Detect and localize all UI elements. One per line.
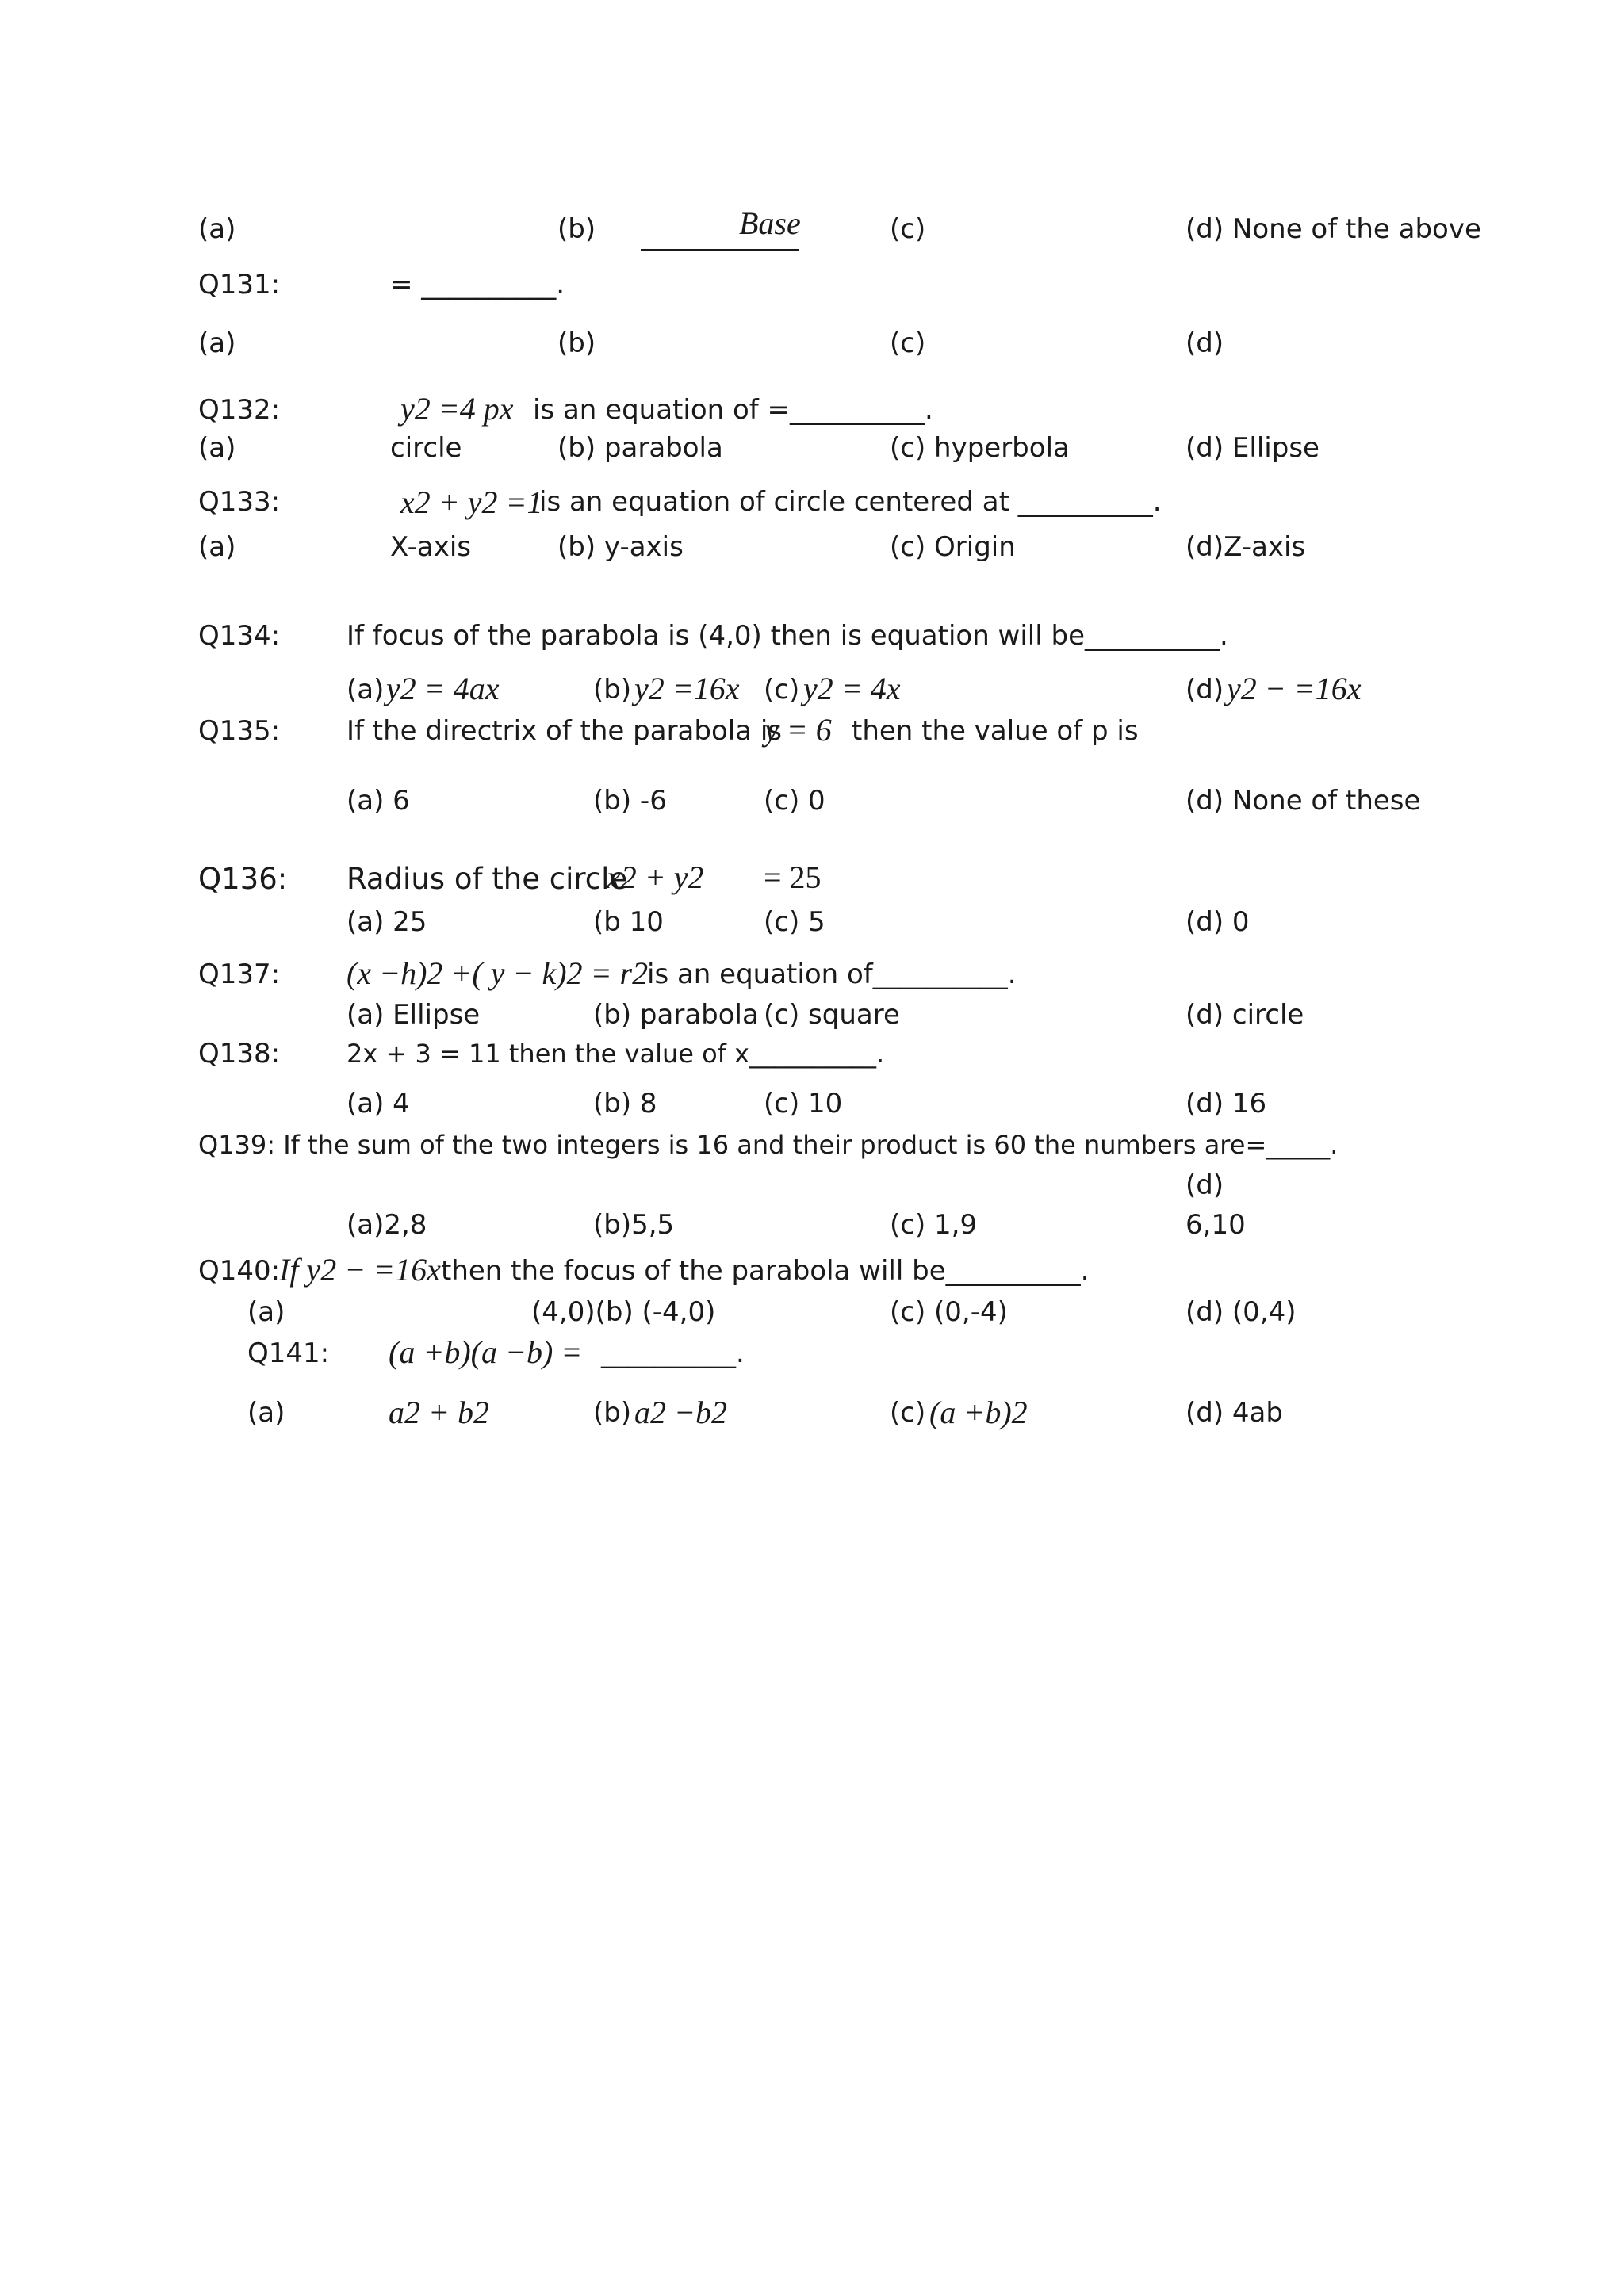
question-text-tail: then the value of p is <box>852 715 1139 747</box>
option-a: (a) <box>198 531 236 563</box>
option-d-label: (d) <box>1185 1169 1224 1201</box>
option-b: (b) parabola <box>593 999 759 1031</box>
question-blank: __________. <box>601 1337 745 1369</box>
option-c: (c) <box>890 213 926 245</box>
question-text: = __________. <box>390 269 565 300</box>
option-a: (a) 4 <box>347 1088 410 1119</box>
option-c: (c) Origin <box>890 531 1016 563</box>
question-math: x2 + y2 =1 <box>400 484 543 520</box>
option-c: (c) 0 <box>764 785 825 817</box>
option-c: (c) square <box>764 999 900 1031</box>
option-a: (a) <box>198 213 236 245</box>
option-b: (b)5,5 <box>593 1209 675 1241</box>
option-b-math: y2 =16x <box>634 671 740 706</box>
option-a-math: a2 + b2 <box>389 1395 489 1430</box>
fraction-bar <box>641 249 799 251</box>
option-b: (b) parabola <box>557 432 723 464</box>
option-d: (d) 0 <box>1185 906 1250 938</box>
question-number: Q131: <box>198 269 281 300</box>
option-c-label: (c) <box>764 674 800 706</box>
question-math: If y2 − =16x <box>279 1252 441 1288</box>
option-c-math: y2 = 4x <box>803 671 901 706</box>
question-text: is an equation of =__________. <box>533 394 933 426</box>
option-a: (a) <box>198 327 236 359</box>
option-d: (d) Ellipse <box>1185 432 1320 464</box>
question-text: Radius of the circle <box>347 862 628 896</box>
option-b: (b) -6 <box>593 785 667 817</box>
option-b-label: (b) <box>593 674 632 706</box>
option-c: (c) hyperbola <box>890 432 1070 464</box>
question-math: y = 6 <box>764 712 832 748</box>
option-c-label: (c) <box>890 1397 926 1429</box>
question-math: (x −h)2 +( y − k)2 = r2 <box>347 955 649 991</box>
question-number: Q137: <box>198 959 281 990</box>
option-b-math: a2 −b2 <box>634 1395 727 1430</box>
option-b-math: Base <box>739 205 801 241</box>
option-a: (a) Ellipse <box>347 999 481 1031</box>
question-text: Q139: If the sum of the two integers is 16 and their product is 60 the numbers are=_____. <box>198 1130 1339 1160</box>
option-c: (c) <box>890 327 926 359</box>
question-text: If the directrix of the parabola is <box>347 715 783 747</box>
question-math-rhs: = 25 <box>764 859 822 895</box>
option-a: (a)2,8 <box>347 1209 427 1241</box>
question-number: Q134: <box>198 620 281 652</box>
question-number: Q140: <box>198 1255 281 1287</box>
option-d: (d) None of these <box>1185 785 1421 817</box>
option-c: (c) 5 <box>764 906 825 938</box>
option-a-b: (4,0)(b) (-4,0) <box>531 1296 716 1328</box>
option-b: (b) 8 <box>593 1088 657 1119</box>
option-a-text: circle <box>390 432 462 464</box>
option-b: (b) <box>557 327 596 359</box>
question-text: 2x + 3 = 11 then the value of x__________. <box>347 1039 885 1069</box>
option-a: (a) <box>198 432 236 464</box>
question-text: then the focus of the parabola will be__________. <box>441 1255 1090 1287</box>
option-d: (d)Z-axis <box>1185 531 1306 563</box>
option-d: (d) circle <box>1185 999 1304 1031</box>
option-d: (d) 4ab <box>1185 1397 1283 1429</box>
question-number: Q141: <box>247 1337 330 1369</box>
option-d: (d) 16 <box>1185 1088 1267 1119</box>
option-d: (d) <box>1185 327 1224 359</box>
option-b: (b) <box>557 213 596 245</box>
option-c: (c) 10 <box>764 1088 843 1119</box>
question-math: y2 =4 px <box>400 391 514 427</box>
option-b: (b 10 <box>593 906 664 938</box>
option-c: (c) 1,9 <box>890 1209 978 1241</box>
question-math: x2 + y2 <box>607 859 704 895</box>
option-a: (a) 25 <box>347 906 427 938</box>
option-b: (b) y-axis <box>557 531 684 563</box>
question-number: Q136: <box>198 862 288 896</box>
option-c: (c) (0,-4) <box>890 1296 1008 1328</box>
question-number: Q135: <box>198 715 281 747</box>
question-text: If focus of the parabola is (4,0) then is equation will be__________. <box>347 620 1228 652</box>
question-number: Q133: <box>198 486 281 518</box>
question-math: (a +b)(a −b) = <box>389 1334 583 1370</box>
option-b-label: (b) <box>593 1397 632 1429</box>
question-text: is an equation of__________. <box>647 959 1017 990</box>
option-d-math: y2 − =16x <box>1227 671 1362 706</box>
question-number: Q132: <box>198 394 281 426</box>
option-d-label: (d) <box>1185 674 1224 706</box>
option-a: (a) <box>247 1296 285 1328</box>
option-a: (a) 6 <box>347 785 410 817</box>
option-d: (d) None of the above <box>1185 213 1481 245</box>
option-c-math: (a +b)2 <box>929 1395 1028 1430</box>
option-a-text: X-axis <box>390 531 471 563</box>
option-d: (d) (0,4) <box>1185 1296 1297 1328</box>
option-a: (a) <box>247 1397 285 1429</box>
question-number: Q138: <box>198 1038 281 1070</box>
option-d-value: 6,10 <box>1185 1209 1246 1241</box>
option-a-math: y2 = 4ax <box>386 671 500 706</box>
question-text: is an equation of circle centered at __________. <box>539 486 1162 518</box>
option-a-label: (a) <box>347 674 385 706</box>
